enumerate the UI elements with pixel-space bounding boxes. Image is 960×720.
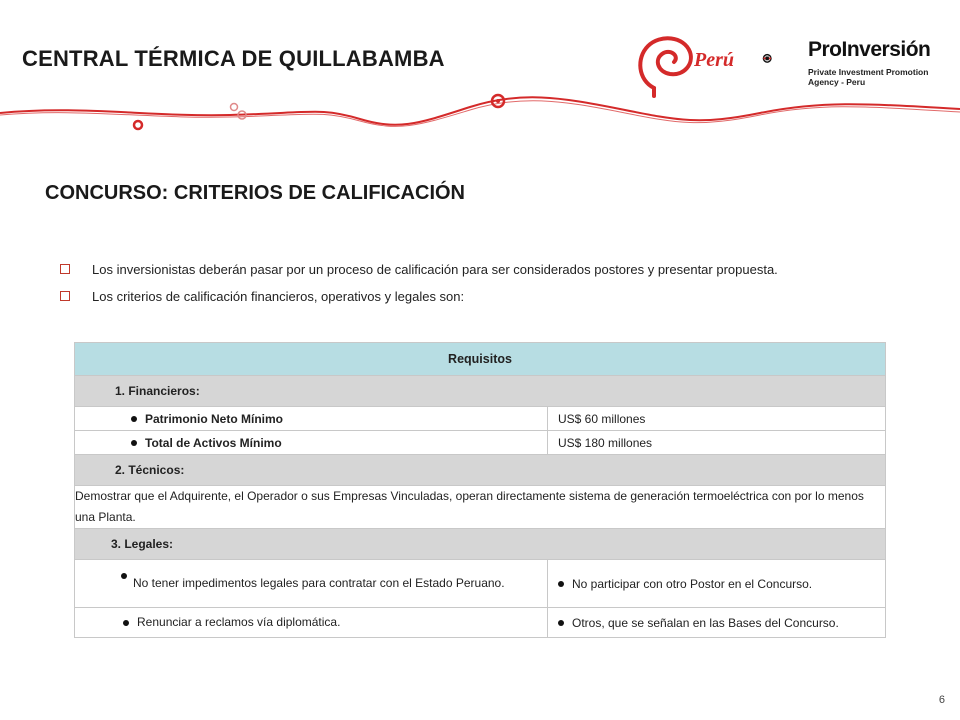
table-cell-value: US$ 60 millones: [548, 407, 886, 431]
table-cell-item: No participar con otro Postor en el Concurso.: [548, 560, 886, 608]
bullet-dot-icon: [558, 620, 564, 626]
bullet-text: Los inversionistas deberán pasar por un proceso de calificación para ser considerados postores y presentar propuesta.: [92, 262, 778, 277]
table-row: [75, 608, 886, 638]
proinversion-logo-icon: [762, 36, 808, 81]
page-title: CENTRAL TÉRMICA DE QUILLABAMBA: [22, 46, 445, 71]
proinversion-name: ProInversión: [808, 38, 931, 61]
bullet-dot-icon: [131, 440, 137, 446]
proinversion-tagline: Private Investment Promotion Agency - Peru: [808, 67, 929, 87]
bullet-dot-icon: [121, 573, 127, 579]
group-row-financieros: [75, 376, 886, 407]
table-row: [75, 486, 886, 529]
table-row: [75, 407, 886, 431]
decorative-wave: [0, 85, 960, 135]
table-header: Requisitos: [75, 343, 886, 376]
bullet-item: [60, 289, 920, 304]
requirements-table: [74, 342, 886, 638]
bullet-dot-icon: [131, 416, 137, 422]
bullet-dot-icon: [558, 581, 564, 587]
bullet-list: [60, 262, 920, 316]
table-cell-item: Total de Activos Mínimo: [75, 431, 548, 455]
group-label: 3. Legales:: [75, 529, 886, 560]
peru-logo-text: Perú: [694, 49, 734, 71]
table-cell-text: Demostrar que el Adquirente, el Operador o sus Empresas Vinculadas, operan directamente sistema de generación termoeléctrica con por lo menos una Planta.: [75, 486, 886, 529]
table-header-row: [75, 343, 886, 376]
group-label: 2. Técnicos:: [75, 455, 886, 486]
page-number: 6: [938, 694, 945, 706]
peru-brand-logo: [632, 30, 747, 100]
table-cell-item: No tener impedimentos legales para contratar con el Estado Peruano.: [75, 560, 548, 608]
group-label: 1. Financieros:: [75, 376, 886, 407]
table-row: [75, 431, 886, 455]
bullet-text: Los criterios de calificación financieros, operativos y legales son:: [92, 289, 465, 304]
table-cell-item: Otros, que se señalan en las Bases del Concurso.: [548, 608, 886, 638]
bullet-dot-icon: [123, 620, 129, 626]
table-cell-value: US$ 180 millones: [548, 431, 886, 455]
group-row-legales: [75, 529, 886, 560]
checkbox-bullet-icon: [60, 291, 70, 301]
bullet-item: [60, 262, 920, 277]
table-cell-item: Patrimonio Neto Mínimo: [75, 407, 548, 431]
checkbox-bullet-icon: [60, 264, 70, 274]
section-title: CONCURSO: CRITERIOS DE CALIFICACIÓN: [45, 182, 465, 204]
table-cell-item: Renunciar a reclamos vía diplomática.: [75, 608, 548, 638]
table-row: [75, 560, 886, 608]
group-row-tecnicos: [75, 455, 886, 486]
